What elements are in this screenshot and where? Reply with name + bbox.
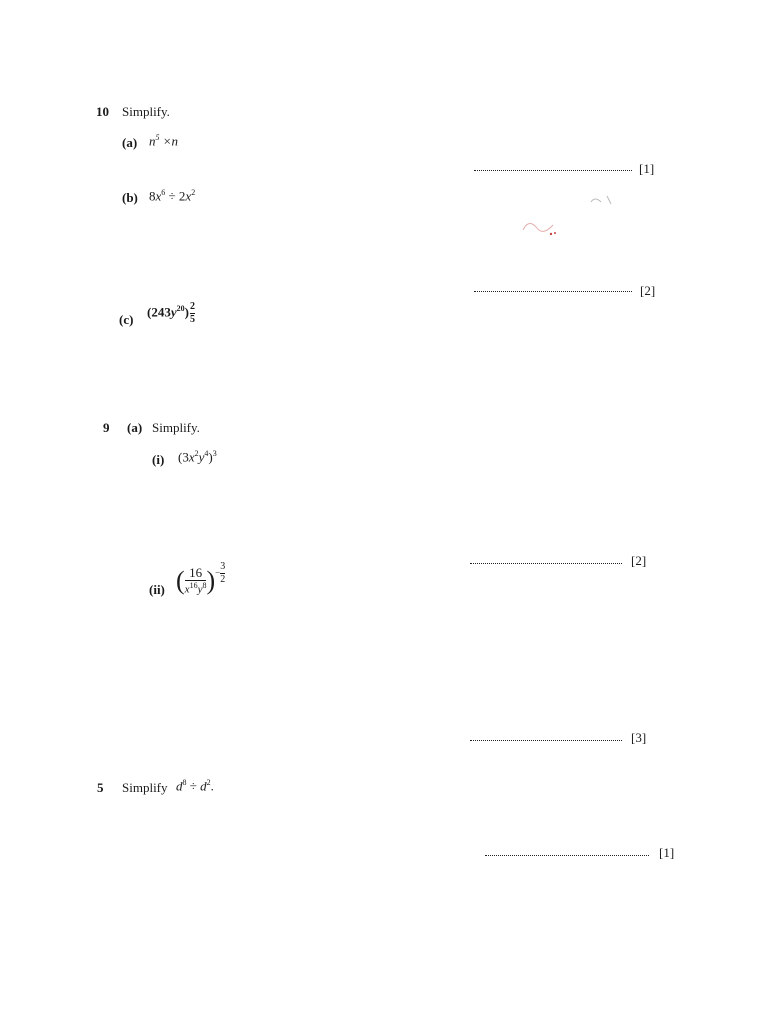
part-c-label: (c) [119, 312, 134, 327]
question-10-prompt: Simplify. [122, 104, 170, 119]
answer-line-10a[interactable] [474, 170, 632, 171]
mark-9ai: [2] [631, 553, 647, 568]
part-a-label-9: (a) [127, 420, 143, 435]
mark-10a: [1] [639, 161, 655, 176]
mark-5: [1] [659, 845, 675, 860]
part-i-label: (i) [152, 452, 165, 467]
part-a-label: (a) [122, 135, 138, 150]
answer-line-5[interactable] [485, 855, 649, 856]
scan-mark-graphic [515, 190, 625, 250]
question-number-5: 5 [97, 780, 104, 795]
numerator-16: 16 [189, 565, 203, 581]
question-9-prompt: Simplify. [152, 420, 200, 435]
expression-9aii: ( $\frac{16}{x^{16}y^8}$ )− $\frac{3}{2}$ [176, 561, 226, 596]
answer-line-9ai[interactable] [470, 563, 622, 564]
expression-10a: $n^5 \times n$ [149, 133, 179, 149]
mark-10b: [2] [640, 283, 656, 298]
expression-10c: $(243y^{20})$ $\frac{2}{5}$ [147, 301, 195, 325]
part-b-label: (b) [122, 190, 138, 205]
part-ii-label: (ii) [149, 582, 165, 597]
answer-line-10b[interactable] [474, 291, 632, 292]
expression-9ai: $(3x^2y^4)^3$ [178, 449, 217, 465]
expression-10b: $8x^6 \div 2x^2$ [149, 188, 196, 204]
question-number-9: 9 [103, 420, 110, 435]
question-number-10: 10 [96, 104, 109, 119]
answer-line-9aii[interactable] [470, 740, 622, 741]
mark-9aii: [3] [631, 730, 647, 745]
question-5-prompt: Simplify [122, 780, 168, 795]
expression-5: $d^8 \div d^2$. [176, 778, 214, 794]
